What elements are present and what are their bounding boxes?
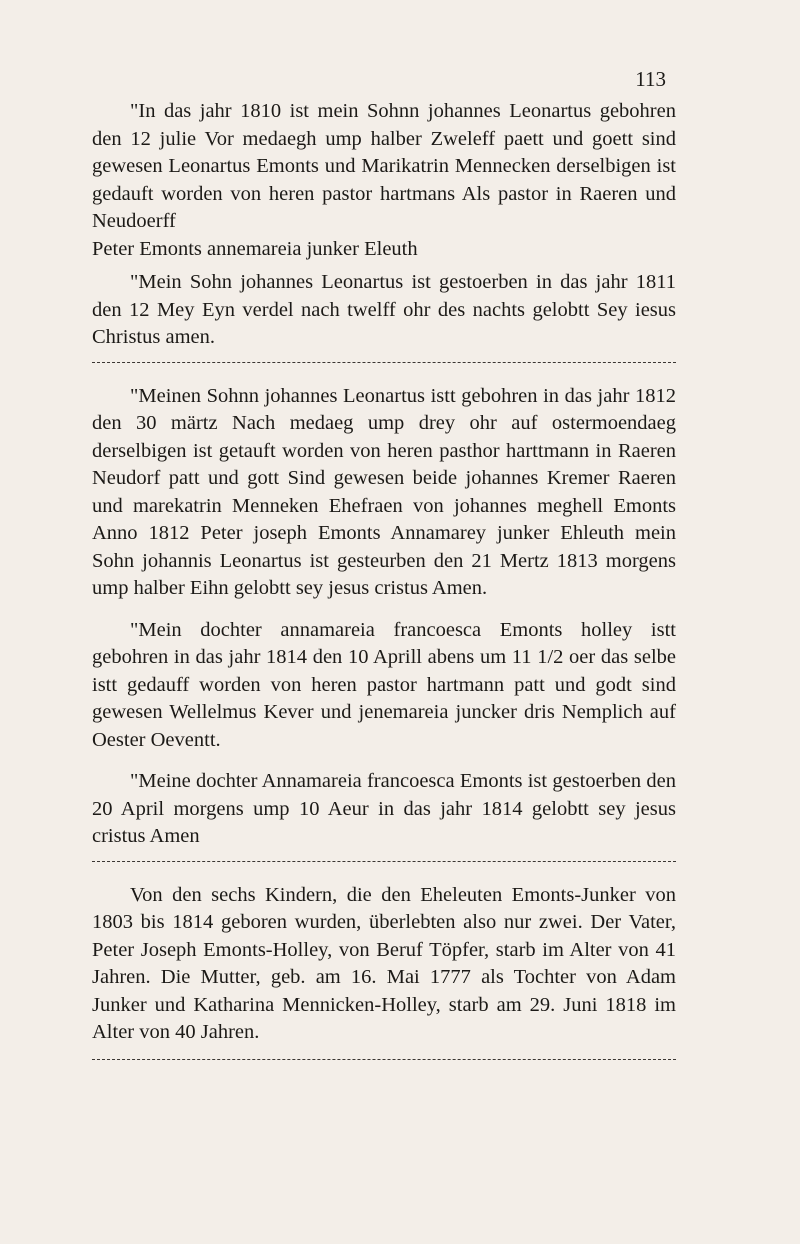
entry-birth-1810: "In das jahr 1810 ist mein Sohnn johannes Leonartus gebohren den 12 julie Vor medaegh ump halber Zweleff paett und goett sind gewesen Leonartus Emonts und Marikatrin Mennecken derselbigen ist gedauft worden von heren pastor hartmans Als pastor in Raeren und Neudoerff bbox=[92, 100, 676, 232]
entry-birth-1814: "Mein dochter annamareia francoesca Emonts holley istt gebohren in das jahr 1814 den 10 Aprill abens um 11 1/2 oer das selbe istt gedauff worden von heren pastor hartmann patt und godt sind gewesen Wellelmus Kever und jenemareia juncker dris Nemplich auf Oester Oeventt. bbox=[92, 618, 676, 751]
page-content bbox=[92, 98, 676, 1072]
page-number: 113 bbox=[635, 67, 666, 91]
section-divider bbox=[92, 861, 676, 862]
entry-death-1811: "Mein Sohn johannes Leonartus ist gestoerben in das jahr 1811 den 12 Mey Eyn verdel nach twelff ohr des nachts gelobtt Sey iesus Christus amen. bbox=[92, 271, 676, 348]
section-divider bbox=[92, 362, 676, 363]
entry-birth-1812: "Meinen Sohnn johannes Leonartus istt gebohren in das jahr 1812 den 30 märtz Nach medaeg ump drey ohr auf ostermoendaeg derselbigen ist getauft worden von heren pasthor harttmann in Raeren Neudorf patt und gott Sind gewesen beide johannes Kremer Raeren und marekatrin Menneken Ehefraen von johannes meghell Emonts Anno 1812 Peter joseph Emonts Annamarey junker Ehleuth mein Sohn johannis Leonartus ist gesteurben den 21 Mertz 1813 morgens ump halber Eihn gelobtt sey jesus cristus Amen. bbox=[92, 384, 676, 599]
entry-signature: Peter Emonts annemareia junker Eleuth bbox=[92, 237, 418, 260]
section-divider bbox=[92, 1059, 676, 1060]
commentary-paragraph: Von den sechs Kindern, die den Eheleuten Emonts-Junker von 1803 bis 1814 geboren wurden, überlebten also nur zwei. Der Vater, Peter Joseph Emonts-Holley, von Beruf Töpfer, starb im Alter von 41 Jahren. Die Mutter, geb. am 16. Mai 1777 als Tochter von Adam Junker und Katharina Mennicken-Holley, starb am 29. Juni 1818 im Alter von 40 Jahren. bbox=[92, 883, 676, 1043]
entry-death-1814: "Meine dochter Annamareia francoesca Emonts ist gestoerben den 20 April morgens ump 10 Aeur in das jahr 1814 gelobtt sey jesus cristus Amen bbox=[92, 770, 676, 847]
